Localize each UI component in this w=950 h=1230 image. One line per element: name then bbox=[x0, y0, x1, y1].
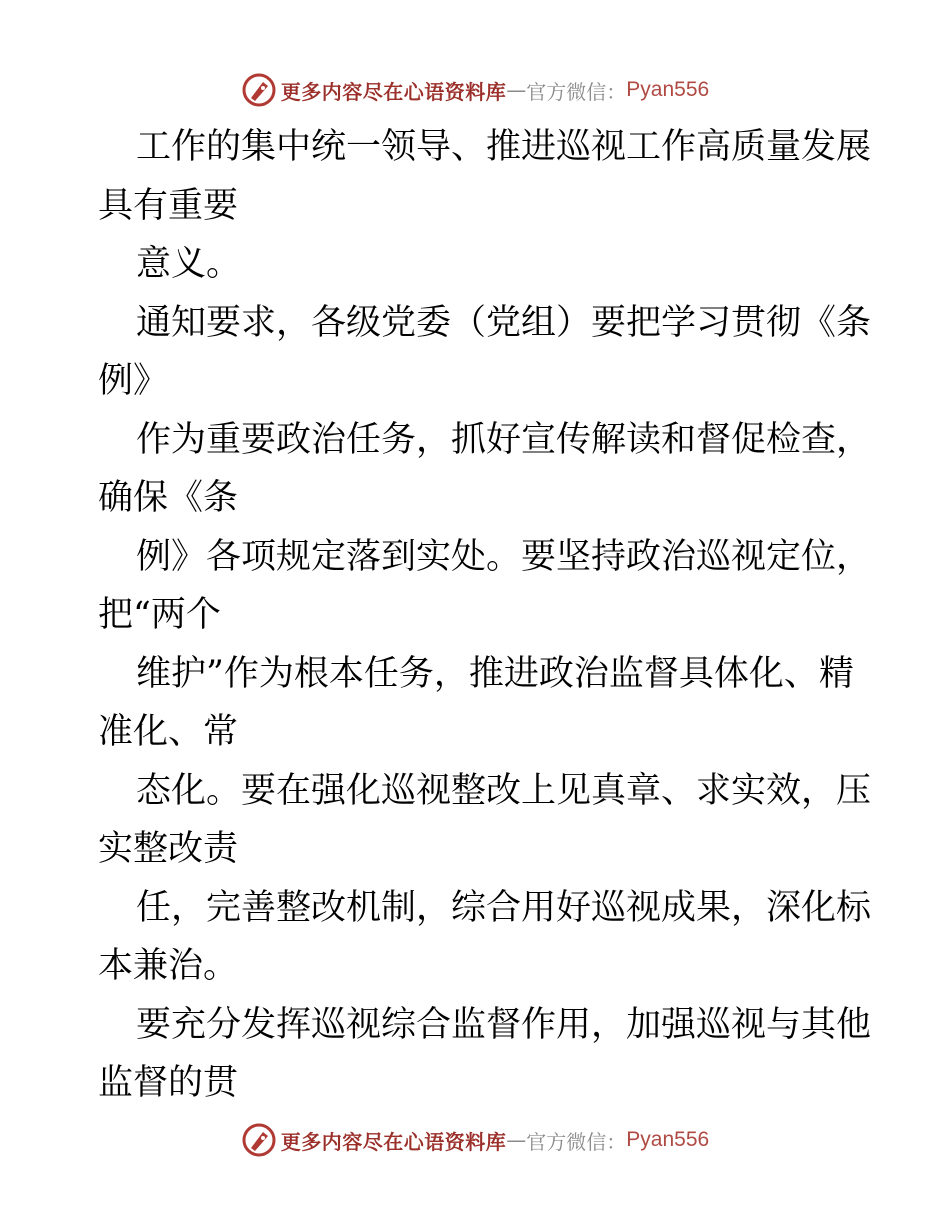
watermark-wechat-label: 官方微信： bbox=[526, 1129, 627, 1154]
body-line: 要充分发挥巡视综合监督作用，加强巡视与其他 bbox=[136, 1004, 872, 1045]
body-line: 具有重要 bbox=[98, 185, 239, 226]
body-line: 例》 bbox=[98, 361, 169, 401]
footer-watermark bbox=[0, 1120, 950, 1160]
body-line: 准化、常 bbox=[98, 712, 239, 752]
body-line: 维护”作为根本任务，推进政治监督具体化、精 bbox=[136, 653, 854, 694]
watermark-separator: — bbox=[506, 1128, 527, 1152]
body-line: 监督的贯 bbox=[98, 1063, 239, 1103]
watermark-wechat-id: Pyan556 bbox=[626, 1128, 710, 1151]
body-line: 作为重要政治任务，抓好宣传解读和督促检查， bbox=[136, 419, 872, 460]
body-line: 任，完善整改机制，综合用好巡视成果，深化标 bbox=[136, 887, 872, 928]
body-line: 意义。 bbox=[136, 244, 242, 284]
watermark-separator: — bbox=[506, 78, 527, 102]
header-watermark bbox=[0, 70, 950, 110]
body-line: 通知要求，各级党委（党组）要把学习贯彻《条 bbox=[136, 302, 872, 343]
body-line: 确保《条 bbox=[98, 478, 239, 518]
body-line: 本兼治。 bbox=[98, 946, 239, 986]
watermark-wechat-label: 官方微信： bbox=[526, 79, 627, 104]
watermark-text: 更多内容尽在心语资料库 bbox=[280, 1129, 507, 1154]
pen-nib-logo-icon bbox=[241, 1122, 277, 1158]
pen-nib-logo-icon bbox=[241, 72, 277, 108]
body-line: 工作的集中统一领导、推进巡视工作高质量发展 bbox=[136, 127, 872, 167]
watermark-text: 更多内容尽在心语资料库 bbox=[280, 79, 507, 104]
watermark-wechat-id: Pyan556 bbox=[626, 78, 710, 101]
body-line: 实整改责 bbox=[98, 829, 239, 869]
document-body bbox=[98, 118, 872, 1113]
body-line: 例》各项规定落到实处。要坚持政治巡视定位， bbox=[136, 536, 872, 577]
body-line: 态化。要在强化巡视整改上见真章、求实效，压 bbox=[136, 770, 872, 811]
body-line: 把“两个 bbox=[98, 595, 221, 635]
